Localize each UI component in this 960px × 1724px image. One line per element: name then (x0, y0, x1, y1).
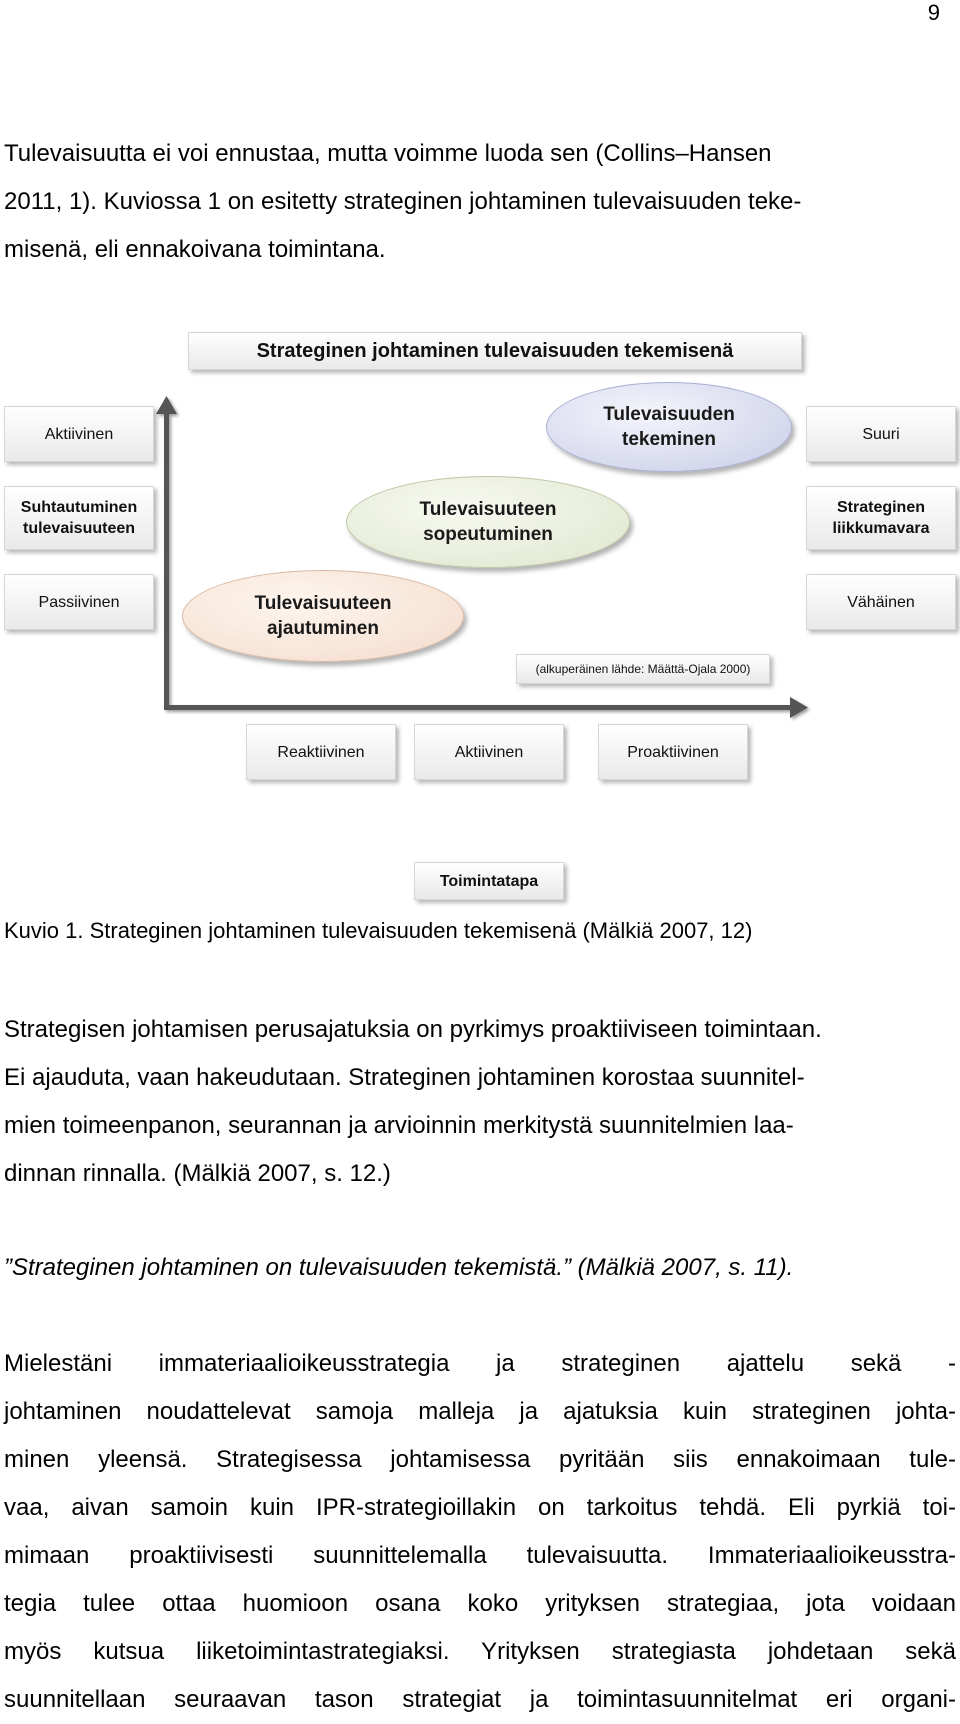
y-axis-line (164, 410, 169, 710)
text-line: vaa, aivan samoin kuin IPR-strategioillakin on tarkoitus tehdä. Eli pyrkiä toi- (4, 1494, 956, 1521)
intro-paragraph (4, 130, 956, 274)
oval-future-drifting: Tulevaisuuteen ajautuminen (182, 570, 464, 662)
text-line: johtaminen noudattelevat samoja malleja ja ajatuksia kuin strateginen johta- (4, 1398, 956, 1425)
oval-future-making: Tulevaisuuden tekeminen (546, 382, 792, 472)
paragraph-2 (4, 1006, 956, 1198)
quote (4, 1244, 956, 1292)
text-line: mimaan proaktiivisesti suunnittelemalla tulevaisuutta. Immateriaalioikeusstra- (4, 1542, 956, 1569)
y-axis-title: Suhtautuminen tulevaisuuteen (4, 486, 154, 550)
text-line: myös kutsua liiketoimintastrategiaksi. Yrityksen strategiasta johdetaan sekä (4, 1638, 956, 1665)
strategy-diagram (0, 320, 960, 900)
oval-future-adaptation: Tulevaisuuteen sopeutuminen (346, 476, 630, 568)
right-label-strategic-margin: Strateginen liikkumavara (806, 486, 956, 550)
text-line: suunnitellaan seuraavan tason strategiat ja toimintasuunnitelmat eri organi- (4, 1686, 956, 1713)
text-line: misenä, eli ennakoivana toimintana. (4, 236, 386, 263)
x-axis-arrowhead (790, 697, 808, 718)
right-label-large: Suuri (806, 406, 956, 462)
diagram-title: Strateginen johtaminen tulevaisuuden tekemisenä (188, 332, 802, 370)
x-axis-title: Toimintatapa (414, 862, 564, 900)
y-axis-arrowhead (156, 396, 177, 414)
text-line: Tulevaisuutta ei voi ennustaa, mutta voimme luoda sen (Collins–Hansen (4, 140, 772, 167)
x-axis-line (164, 705, 792, 710)
text-line: Mielestäni immateriaalioikeusstrategia ja strateginen ajattelu sekä - (4, 1350, 956, 1377)
text-line: 2011, 1). Kuviossa 1 on esitetty strateginen johtaminen tulevaisuuden teke- (4, 188, 802, 215)
y-level-passive: Passiivinen (4, 574, 154, 630)
page-number: 9 (927, 0, 940, 25)
text-line: minen yleensä. Strategisessa johtamisessa pyritään siis ennakoimaan tule- (4, 1446, 956, 1473)
y-level-active: Aktiivinen (4, 406, 154, 462)
x-level-active: Aktiivinen (414, 724, 564, 780)
figure-caption: Kuvio 1. Strateginen johtaminen tulevaisuuden tekemisenä (Mälkiä 2007, 12) (4, 918, 753, 943)
text-line: dinnan rinnalla. (Mälkiä 2007, s. 12.) (4, 1160, 391, 1187)
text-line: Strategisen johtamisen perusajatuksia on pyrkimys proaktiiviseen toimintaan. (4, 1016, 822, 1043)
right-label-small: Vähäinen (806, 574, 956, 630)
x-level-proactive: Proaktiivinen (598, 724, 748, 780)
x-level-reactive: Reaktiivinen (246, 724, 396, 780)
text-line: mien toimeenpanon, seurannan ja arvioinnin merkitystä suunnitelmien laa- (4, 1112, 794, 1139)
paragraph-3 (4, 1340, 956, 1724)
text-line: Ei ajauduta, vaan hakeudutaan. Strateginen johtaminen korostaa suunnitel- (4, 1064, 805, 1091)
source-note: (alkuperäinen lähde: Määttä-Ojala 2000) (516, 654, 770, 684)
text-line: tegia tulee ottaa huomioon osana koko yrityksen strategiaa, jota voidaan (4, 1590, 956, 1617)
quote-text: ”Strateginen johtaminen on tulevaisuuden tekemistä.” (Mälkiä 2007, s. 11). (4, 1254, 794, 1281)
